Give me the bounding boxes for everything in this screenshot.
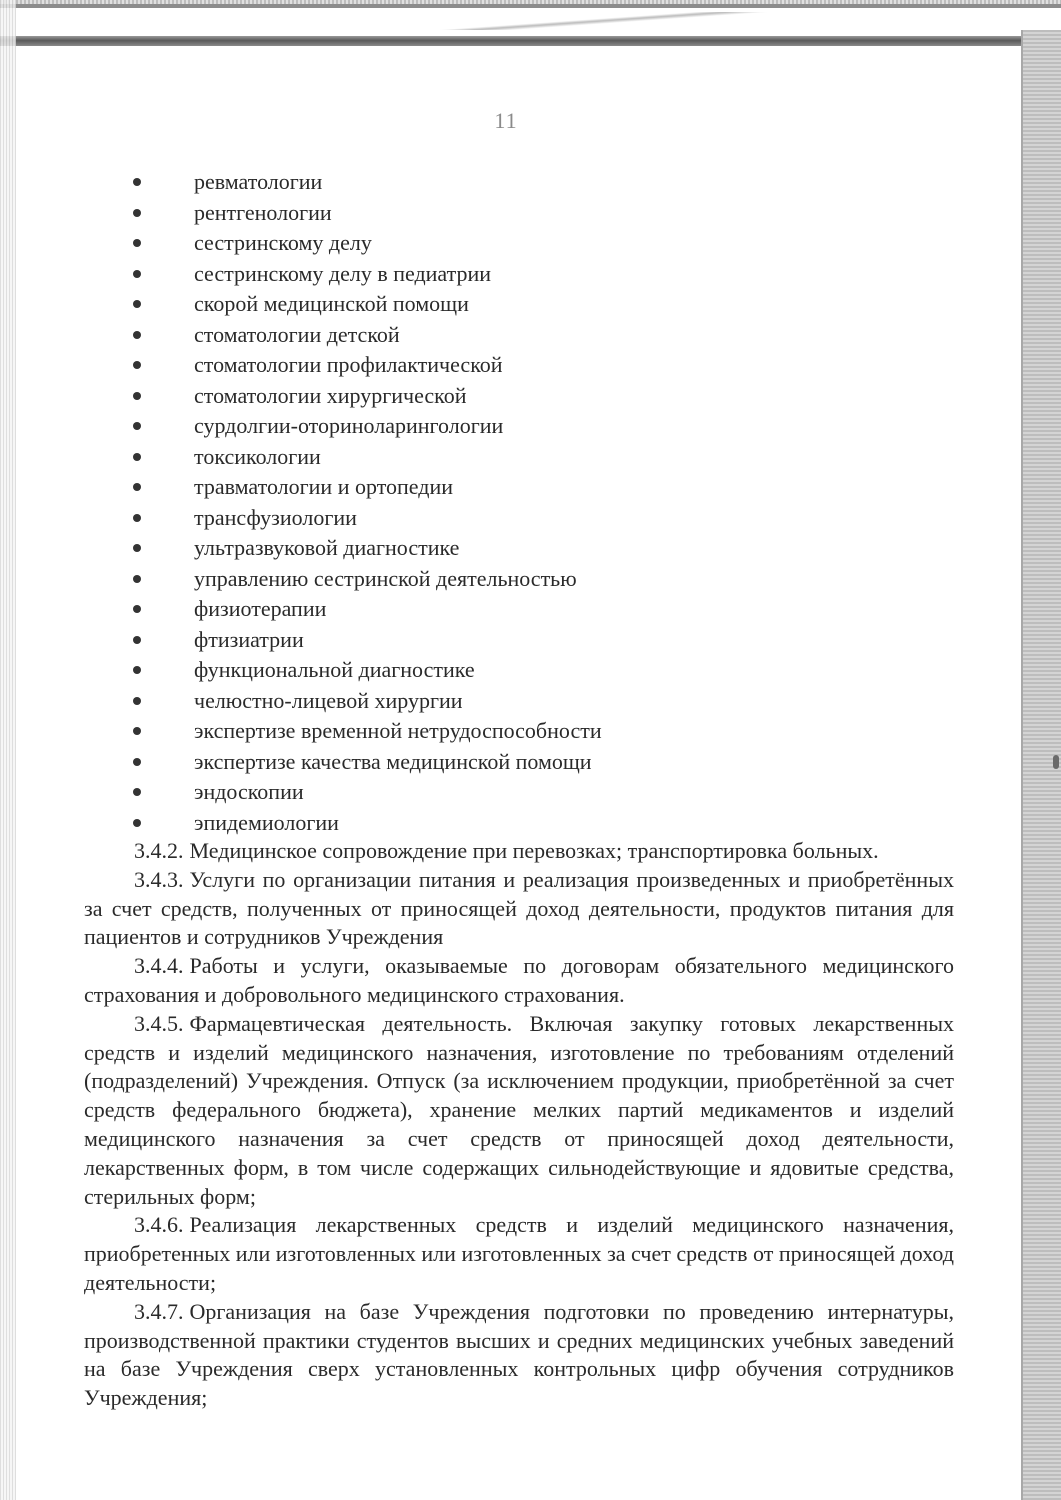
paragraph-text: Фармацевтическая деятельность. Включая закупку готовых лекарственных средств и изделий медицинского назначения, изготовление по требованиям отделений (подразделений) Учреждения. Отпуск (за исключением продукции, приобретённой за счет средств федерального бюджета), хранение мелких партий медикаментов и изделий медицинского назначения за счет средств от приносящей доход деятельности, лекарственных форм, в том числе содержащих сильнодействующие и ядовитые средства, стерильных форм;: [84, 1010, 954, 1209]
list-item: [133, 198, 602, 229]
list-item: [133, 411, 602, 442]
paragraph: [84, 1298, 954, 1413]
paragraph-number: 3.4.7.: [134, 1298, 184, 1324]
scan-mark: [1053, 755, 1059, 769]
bullet-icon: [133, 514, 141, 522]
list-item: [133, 167, 602, 198]
list-item-text: экспертизе качества медицинской помощи: [194, 748, 592, 774]
bullet-icon: [133, 270, 141, 278]
bullet-icon: [133, 575, 141, 583]
bullet-icon: [133, 239, 141, 247]
list-item: [133, 808, 602, 839]
scan-top-line: [0, 4, 1061, 8]
list-item: [133, 747, 602, 778]
list-item: [133, 228, 602, 259]
list-item-text: физиотерапии: [194, 596, 327, 621]
list-item: [133, 472, 602, 503]
list-item-text: трансфузиологии: [194, 504, 357, 530]
bullet-icon: [133, 758, 141, 766]
list-item-text: сестринскому делу: [194, 230, 372, 255]
paragraph-number: 3.4.4.: [134, 953, 184, 979]
list-item-text: эпидемиологии: [194, 809, 339, 835]
list-item-text: сурдолгии-оториноларингологии: [194, 413, 504, 438]
list-item: [133, 777, 602, 808]
list-item-text: травматологии и ортопедии: [194, 474, 454, 499]
paragraph: [84, 1211, 954, 1297]
list-item-text: скорой медицинской помощи: [194, 291, 469, 316]
paragraph: [84, 952, 954, 1010]
bullet-icon: [133, 666, 141, 674]
bullet-icon: [133, 544, 141, 552]
list-item: [133, 381, 602, 412]
scan-left-edge: [0, 0, 16, 1500]
list-item-text: токсикологии: [194, 443, 321, 469]
bullet-icon: [133, 422, 141, 430]
bullet-icon: [133, 361, 141, 369]
list-item-text: сестринскому делу в педиатрии: [194, 260, 492, 286]
paragraph-text: Работы и услуги, оказываемые по договорам обязательного медицинского страхования и добровольного медицинского страхования.: [84, 953, 954, 1007]
bullet-icon: [133, 453, 141, 461]
list-item: [133, 716, 602, 747]
bullet-icon: [133, 727, 141, 735]
bullet-icon: [133, 300, 141, 308]
paragraph-text: Организация на базе Учреждения подготовки по проведению интернатуры, производственной практики студентов высших и средних медицинских учебных заведений на базе Учреждения сверх установленных контрольных цифр обучения сотрудников Учреждения;: [84, 1298, 954, 1411]
bullet-icon: [133, 392, 141, 400]
paragraphs: [84, 837, 954, 1413]
bullet-icon: [133, 636, 141, 644]
page-number: 11: [494, 108, 518, 133]
list-item-text: функциональной диагностике: [194, 657, 475, 682]
list-item-text: стоматологии профилактической: [194, 352, 503, 377]
bullet-icon: [133, 483, 141, 491]
list-item-text: ультразвуковой диагностике: [194, 535, 460, 560]
list-item-text: рентгенологии: [194, 199, 332, 225]
list-item: [133, 289, 602, 320]
list-item-text: фтизиатрии: [194, 626, 304, 652]
list-item: [133, 442, 602, 473]
list-item: [133, 564, 602, 595]
paragraph: [84, 837, 954, 866]
list-item: [133, 350, 602, 381]
paragraph-number: 3.4.3.: [134, 866, 184, 892]
list-item-text: экспертизе временной нетрудоспособности: [194, 718, 602, 743]
scan-fold-shadow: [380, 12, 820, 30]
list-item: [133, 625, 602, 656]
list-item: [133, 503, 602, 534]
bullet-icon: [133, 605, 141, 613]
bullet-icon: [133, 209, 141, 217]
paragraph-number: 3.4.6.: [134, 1212, 184, 1238]
bullet-icon: [133, 788, 141, 796]
list-item-text: ревматологии: [194, 169, 323, 194]
paragraph-text: Реализация лекарственных средств и изделий медицинского назначения, приобретенных или изготовленных или изготовленных за счет средств от приносящей доход деятельности;: [84, 1212, 954, 1295]
scan-top-shadow: [0, 36, 1025, 46]
list-item: [133, 655, 602, 686]
paragraph: [84, 866, 954, 952]
list-item: [133, 259, 602, 290]
list-item: [133, 533, 602, 564]
list-item-text: управлению сестринской деятельностью: [194, 565, 577, 591]
paragraph-text: Услуги по организации питания и реализация произведенных и приобретённых за счет средств, полученных от приносящей доход деятельности, продуктов питания для пациентов и сотрудников Учреждения: [84, 866, 954, 950]
bullet-icon: [133, 331, 141, 339]
list-item-text: стоматологии хирургической: [194, 382, 467, 408]
paragraph-text: Медицинское сопровождение при перевозках; транспортировка больных.: [189, 838, 879, 863]
paragraph: [84, 1010, 954, 1212]
list-item-text: челюстно-лицевой хирургии: [194, 687, 463, 713]
list-item: [133, 320, 602, 351]
specialty-list: [133, 167, 602, 838]
list-item: [133, 594, 602, 625]
bullet-icon: [133, 697, 141, 705]
list-item-text: стоматологии детской: [194, 321, 400, 347]
paragraph-number: 3.4.5.: [134, 1010, 184, 1036]
paragraph-number: 3.4.2.: [134, 838, 184, 863]
bullet-icon: [133, 178, 141, 186]
list-item-text: эндоскопии: [194, 779, 304, 804]
list-item: [133, 686, 602, 717]
bullet-icon: [133, 819, 141, 827]
